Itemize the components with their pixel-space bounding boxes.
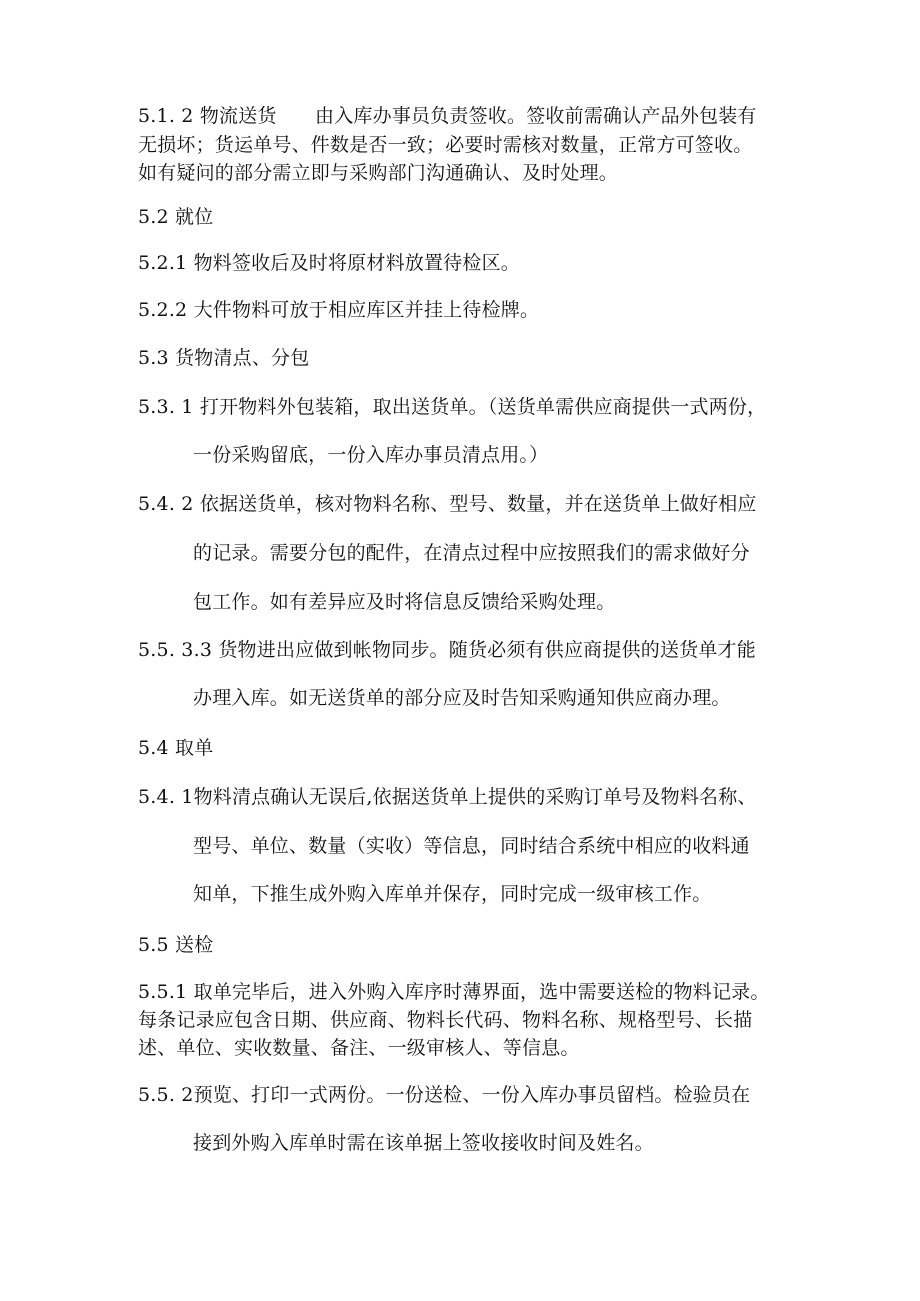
section-5-5-1-line-2: 每条记录应包含日期、供应商、物料长代码、物料名称、规格型号、长描 [138, 1009, 753, 1031]
section-5-5-2-first: 5.5. 2预览、打印一式两份。一份送检、一份入库办事员留档。检验员在 [138, 1084, 751, 1106]
section-5-5-3-3-cont: 办理入库。如无送货单的部分应及时告知采购通知供应商办理。 [193, 687, 731, 709]
section-5-3-1-first: 5.3. 1 打开物料外包装箱，取出送货单。（送货单需供应商提供一式两份， [138, 396, 767, 418]
section-5-5-1-line-1: 5.5.1 取单完毕后，进入外购入库序时薄界面，选中需要送检的物料记录。 [138, 981, 770, 1003]
section-5-2-1: 5.2.1 物料签收后及时将原材料放置待检区。 [138, 252, 520, 274]
section-5-5-3-3-first: 5.5. 3.3 货物进出应做到帐物同步。随货必须有供应商提供的送货单才能 [138, 639, 756, 661]
section-5-4-2-cont-1: 的记录。需要分包的配件，在清点过程中应按照我们的需求做好分 [193, 542, 750, 564]
heading-5-2: 5.2 就位 [138, 206, 214, 228]
section-5-1-2-line-1: 5.1. 2 物流送货 由入库办事员负责签收。签收前需确认产品外包装有 [138, 105, 757, 127]
section-5-4-1-cont-1: 型号、单位、数量（实收）等信息，同时结合系统中相应的收料通 [193, 835, 750, 857]
section-5-3-1-cont: 一份采购留底，一份入库办事员清点用。） [193, 444, 549, 466]
section-5-4-2-first: 5.4. 2 依据送货单，核对物料名称、型号、数量，并在送货单上做好相应 [138, 493, 757, 515]
heading-5-5: 5.5 送检 [138, 934, 214, 956]
section-5-1-2-line-3: 如有疑问的部分需立即与采购部门沟通确认、及时处理。 [138, 162, 619, 184]
section-5-4-1-first: 5.4. 1物料清点确认无误后,依据送货单上提供的采购订单号及物料名称、 [138, 786, 757, 808]
section-5-4-2-cont-2: 包工作。如有差异应及时将信息反馈给采购处理。 [193, 591, 616, 613]
section-5-1-2-line-2: 无损坏；货运单号、件数是否一致；必要时需核对数量，正常方可签收。 [138, 134, 753, 156]
heading-5-4: 5.4 取单 [138, 737, 214, 759]
section-5-5-2-cont: 接到外购入库单时需在该单据上签收接收时间及姓名。 [193, 1132, 654, 1154]
section-5-5-1-line-3: 述、单位、实收数量、备注、一级审核人、等信息。 [138, 1037, 580, 1059]
section-5-2-2: 5.2.2 大件物料可放于相应库区并挂上待检牌。 [138, 299, 540, 321]
heading-5-3: 5.3 货物清点、分包 [138, 347, 310, 369]
section-5-4-1-cont-2: 知单，下推生成外购入库单并保存，同时完成一级审核工作。 [193, 883, 712, 905]
